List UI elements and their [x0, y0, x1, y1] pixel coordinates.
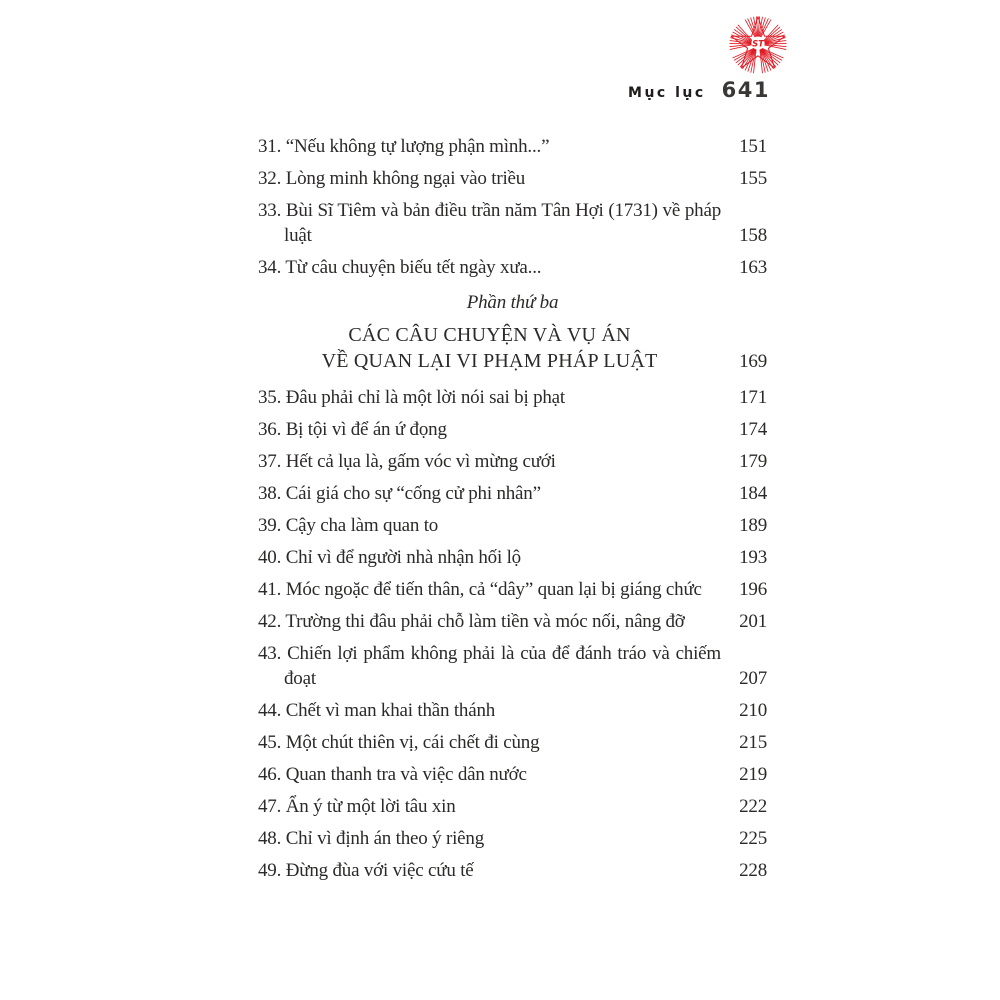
toc-entry-page: 158 [739, 225, 767, 246]
toc-entry-title [258, 385, 721, 410]
toc-entry-text: Cậy cha làm quan to [281, 515, 439, 536]
toc-entry-title [258, 698, 721, 723]
page-number: 641 [721, 78, 770, 102]
toc-entry-title [258, 134, 721, 159]
running-head-label: Mục lục [628, 85, 706, 101]
toc-entry-page: 207 [739, 668, 767, 689]
toc-entry-text: Cái giá cho sự “cống cử phi nhân” [281, 483, 541, 504]
toc-entry-page: 151 [739, 136, 767, 157]
toc-entry-number: 45. [258, 732, 282, 753]
toc-entry-page: 179 [739, 451, 767, 472]
part-title-line2: VỀ QUAN LẠI VI PHẠM PHÁP LUẬT [321, 350, 658, 372]
toc-entry-title [258, 481, 721, 506]
toc-entry-text: Bị tội vì để án ứ đọng [281, 419, 447, 440]
toc-entry [258, 794, 767, 819]
toc-entry-title [258, 762, 721, 787]
toc-entry-number: 49. [258, 860, 282, 881]
toc-entry-number: 40. [258, 547, 282, 568]
toc-entry-text: Chết vì man khai thần thánh [281, 700, 496, 721]
toc-entry [258, 577, 767, 602]
toc-entry-page: 184 [739, 483, 767, 504]
toc-entry-page: 222 [739, 796, 767, 817]
toc-entry-number: 34. [258, 257, 282, 278]
toc-entry-number: 33. [258, 200, 282, 221]
toc-entry [258, 762, 767, 787]
toc-entry-number: 36. [258, 419, 282, 440]
toc-entry-number: 32. [258, 168, 282, 189]
toc-entries-part1 [258, 134, 767, 280]
toc-entry-text: Trường thi đâu phải chỗ làm tiền và móc nối, nâng đỡ [281, 611, 685, 632]
part-title [258, 322, 721, 374]
toc-entry [258, 449, 767, 474]
toc-entry-page: 193 [739, 547, 767, 568]
toc-entry-title [258, 545, 721, 570]
toc-entry-title [258, 513, 721, 538]
toc-entry-page: 210 [739, 700, 767, 721]
toc-entry-title [258, 449, 721, 474]
toc-entry-number: 43. [258, 643, 282, 664]
toc-entry-page: 196 [739, 579, 767, 600]
part-title-line1: CÁC CÂU CHUYỆN VÀ VỤ ÁN [348, 324, 631, 346]
toc-entry-number: 46. [258, 764, 282, 785]
toc-entry-title [258, 577, 721, 602]
toc-entry-title [258, 730, 721, 755]
toc-entry [258, 417, 767, 442]
toc-entry [258, 730, 767, 755]
table-of-contents [258, 134, 767, 890]
part-page-number: 169 [739, 351, 767, 372]
toc-entries-part2 [258, 385, 767, 883]
toc-entry-text: Một chút thiên vị, cái chết đi cùng [281, 732, 540, 753]
toc-entry-title [258, 417, 721, 442]
toc-entry-text: Chỉ vì để người nhà nhận hối lộ [281, 547, 521, 568]
toc-entry [258, 481, 767, 506]
toc-entry-title [258, 255, 721, 280]
toc-entry [258, 826, 767, 851]
toc-entry-title [258, 858, 721, 883]
toc-entry-page: 174 [739, 419, 767, 440]
toc-entry-text: Ẩn ý từ một lời tâu xin [281, 796, 456, 817]
toc-entry-text: Quan thanh tra và việc dân nước [281, 764, 527, 785]
toc-entry-text: Chỉ vì định án theo ý riêng [281, 828, 484, 849]
toc-entry-number: 38. [258, 483, 282, 504]
toc-entry-number: 35. [258, 387, 282, 408]
toc-entry-number: 48. [258, 828, 282, 849]
toc-entry-text: Móc ngoặc để tiến thân, cả “dây” quan lại bị giáng chức [281, 579, 702, 600]
toc-entry-title [258, 166, 721, 191]
toc-entry [258, 698, 767, 723]
toc-entry-text: Bùi Sĩ Tiêm và bản điều trần năm Tân Hợi (1731) về pháp luật [281, 200, 721, 246]
starburst-logo-icon [725, 12, 791, 78]
toc-entry-text: “Nếu không tự lượng phận mình...” [281, 136, 550, 157]
toc-entry-page: 189 [739, 515, 767, 536]
toc-entry-page: 155 [739, 168, 767, 189]
toc-entry [258, 134, 767, 159]
toc-entry-page: 215 [739, 732, 767, 753]
toc-entry-number: 41. [258, 579, 282, 600]
toc-entry-number: 39. [258, 515, 282, 536]
toc-entry-title [258, 641, 721, 691]
toc-entry [258, 858, 767, 883]
toc-entry-title [258, 609, 721, 634]
toc-entry-number: 31. [258, 136, 282, 157]
toc-entry-text: Lòng minh không ngại vào triều [281, 168, 526, 189]
toc-entry-text: Đâu phải chỉ là một lời nói sai bị phạt [281, 387, 565, 408]
toc-entry [258, 385, 767, 410]
logo-monogram: ST [752, 38, 764, 49]
toc-entry [258, 166, 767, 191]
toc-entry-page: 201 [739, 611, 767, 632]
toc-entry-page: 219 [739, 764, 767, 785]
toc-entry-number: 44. [258, 700, 282, 721]
toc-entry-text: Từ câu chuyện biếu tết ngày xưa... [281, 257, 542, 278]
toc-entry [258, 641, 767, 691]
toc-entry-text: Chiến lợi phẩm không phải là của để đánh tráo và chiếm đoạt [281, 643, 721, 689]
toc-entry-number: 47. [258, 796, 282, 817]
part-three-heading [258, 290, 767, 374]
toc-entry [258, 198, 767, 248]
toc-entry [258, 545, 767, 570]
toc-entry-title [258, 198, 721, 248]
toc-entry-page: 163 [739, 257, 767, 278]
toc-entry-title [258, 794, 721, 819]
running-header [628, 78, 770, 102]
toc-entry-number: 42. [258, 611, 282, 632]
toc-entry-page: 171 [739, 387, 767, 408]
part-label: Phần thứ ba [466, 292, 559, 313]
toc-entry [258, 513, 767, 538]
toc-entry-page: 228 [739, 860, 767, 881]
toc-entry [258, 255, 767, 280]
toc-entry-number: 37. [258, 451, 282, 472]
toc-entry-text: Đừng đùa với việc cứu tế [281, 860, 474, 881]
toc-entry-page: 225 [739, 828, 767, 849]
toc-entry [258, 609, 767, 634]
toc-entry-title [258, 826, 721, 851]
toc-entry-text: Hết cả lụa là, gấm vóc vì mừng cưới [281, 451, 556, 472]
